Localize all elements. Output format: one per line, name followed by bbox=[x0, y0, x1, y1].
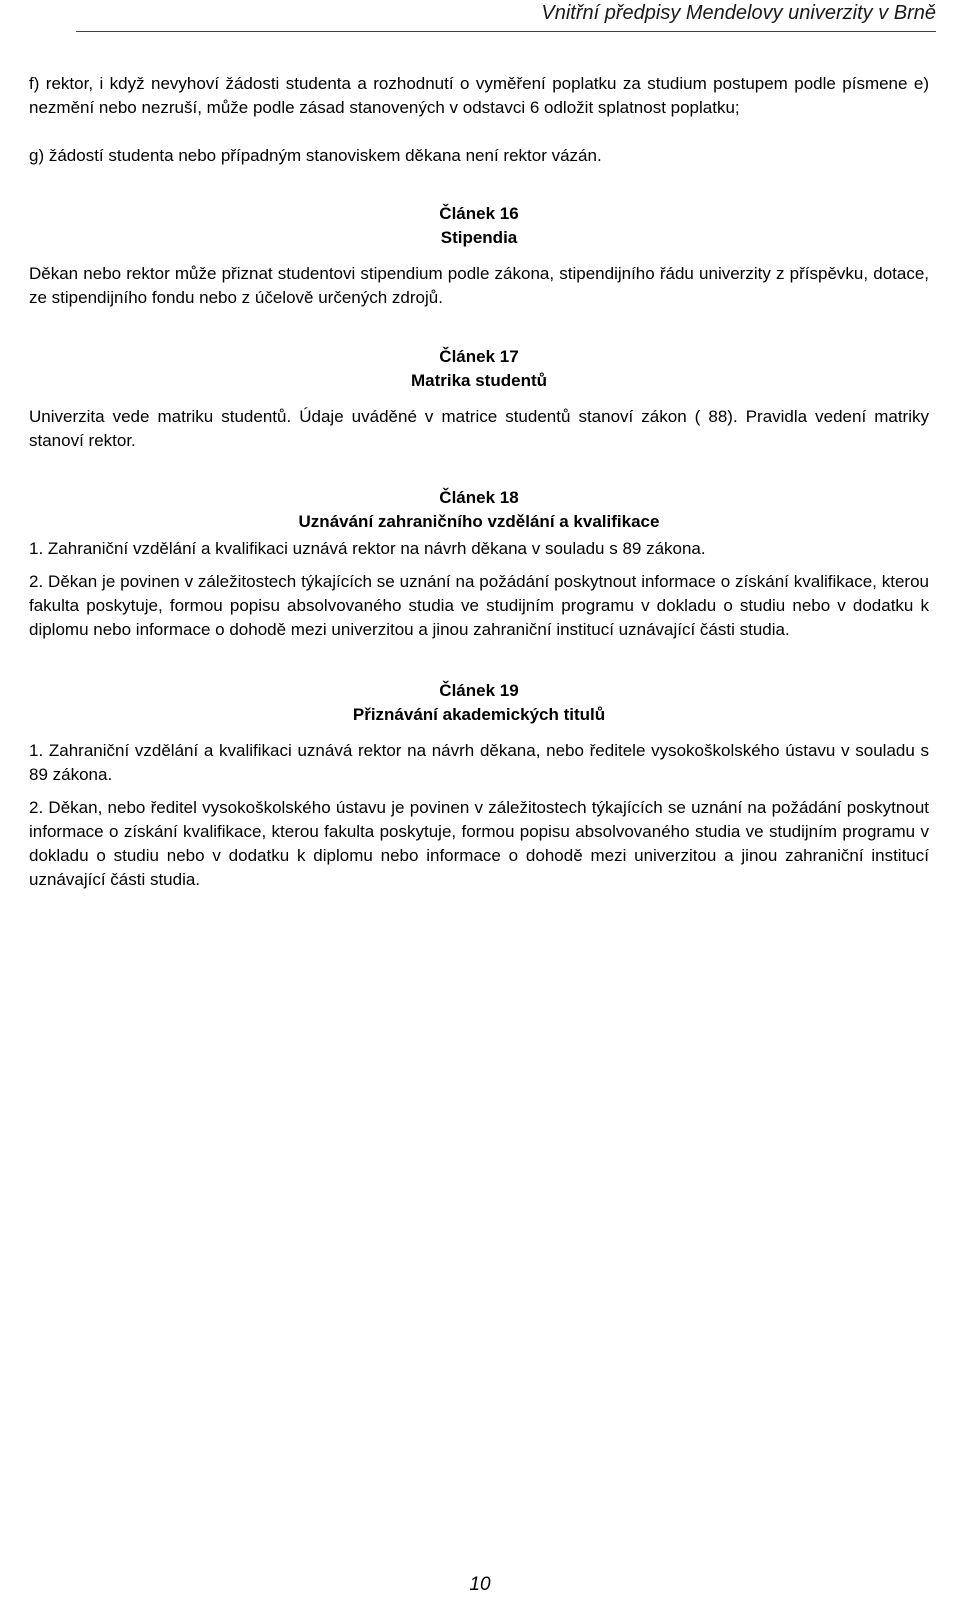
article-19-number: Článek 19 bbox=[439, 681, 519, 700]
page-header bbox=[76, 1, 936, 32]
item-f: f) rektor, i když nevyhoví žádosti studenta a rozhodnutí o vyměření poplatku za studium postupem podle písmene e) nezmění nebo nezruší, může podle zásad stanovených v odstavci 6 odložit splatnost poplatku; bbox=[29, 74, 929, 117]
article-17-title: Matrika studentů bbox=[410, 371, 548, 390]
article-16-paragraph-1: Děkan nebo rektor může přiznat studentovi stipendium podle zákona, stipendijního řádu univerzity z příspěvku, dotace, ze stipendijního fondu nebo z účelově určených zdrojů. bbox=[29, 264, 929, 307]
article-16-title: Stipendia bbox=[440, 228, 518, 247]
article-18-paragraph-1: 1. Zahraniční vzdělání a kvalifikaci uznává rektor na návrh děkana v souladu s 89 zákona. bbox=[29, 539, 706, 558]
header-title: Vnitřní předpisy Mendelovy univerzity v Brně bbox=[541, 2, 936, 24]
article-17-number: Článek 17 bbox=[439, 347, 519, 366]
article-18-number: Článek 18 bbox=[439, 488, 519, 507]
article-17-paragraph-1: Univerzita vede matriku studentů. Údaje uváděné v matrice studentů stanoví zákon ( 88). Pravidla vedení matriky stanoví rektor. bbox=[29, 407, 929, 450]
document-body bbox=[29, 72, 929, 892]
article-18-paragraph-2: 2. Děkan je povinen v záležitostech týkajících se uznání na požádání poskytnout informace o získání kvalifikace, kterou fakulta poskytuje, formou popisu absolvovaného studia ve studijním programu v dokladu o studiu nebo v dodatku k diplomu nebo informace o dohodě mezi univerzitou a jinou zahraniční institucí uznávající části studia. bbox=[29, 572, 929, 639]
page-number: 10 bbox=[469, 1574, 491, 1595]
page-footer bbox=[0, 1574, 960, 1596]
article-18-title: Uznávání zahraničního vzdělání a kvalifikace bbox=[298, 512, 660, 531]
article-19-title: Přiznávání akademických titulů bbox=[352, 705, 606, 724]
article-16-number: Článek 16 bbox=[439, 204, 519, 223]
article-19-paragraph-2: 2. Děkan, nebo ředitel vysokoškolského ústavu je povinen v záležitostech týkajících se uznání na požádání poskytnout informace o získání kvalifikace, kterou fakulta poskytuje, formou popisu absolvovaného studia ve studijním programu v dokladu o studiu nebo v dodatku k diplomu nebo informace o dohodě mezi univerzitou a jinou zahraniční institucí uznávající části studia. bbox=[29, 798, 929, 889]
article-19-paragraph-1: 1. Zahraniční vzdělání a kvalifikaci uznává rektor na návrh děkana, nebo ředitele vysokoškolského ústavu v souladu s 89 zákona. bbox=[29, 741, 929, 784]
item-g: g) žádostí studenta nebo případným stanoviskem děkana není rektor vázán. bbox=[29, 146, 602, 165]
